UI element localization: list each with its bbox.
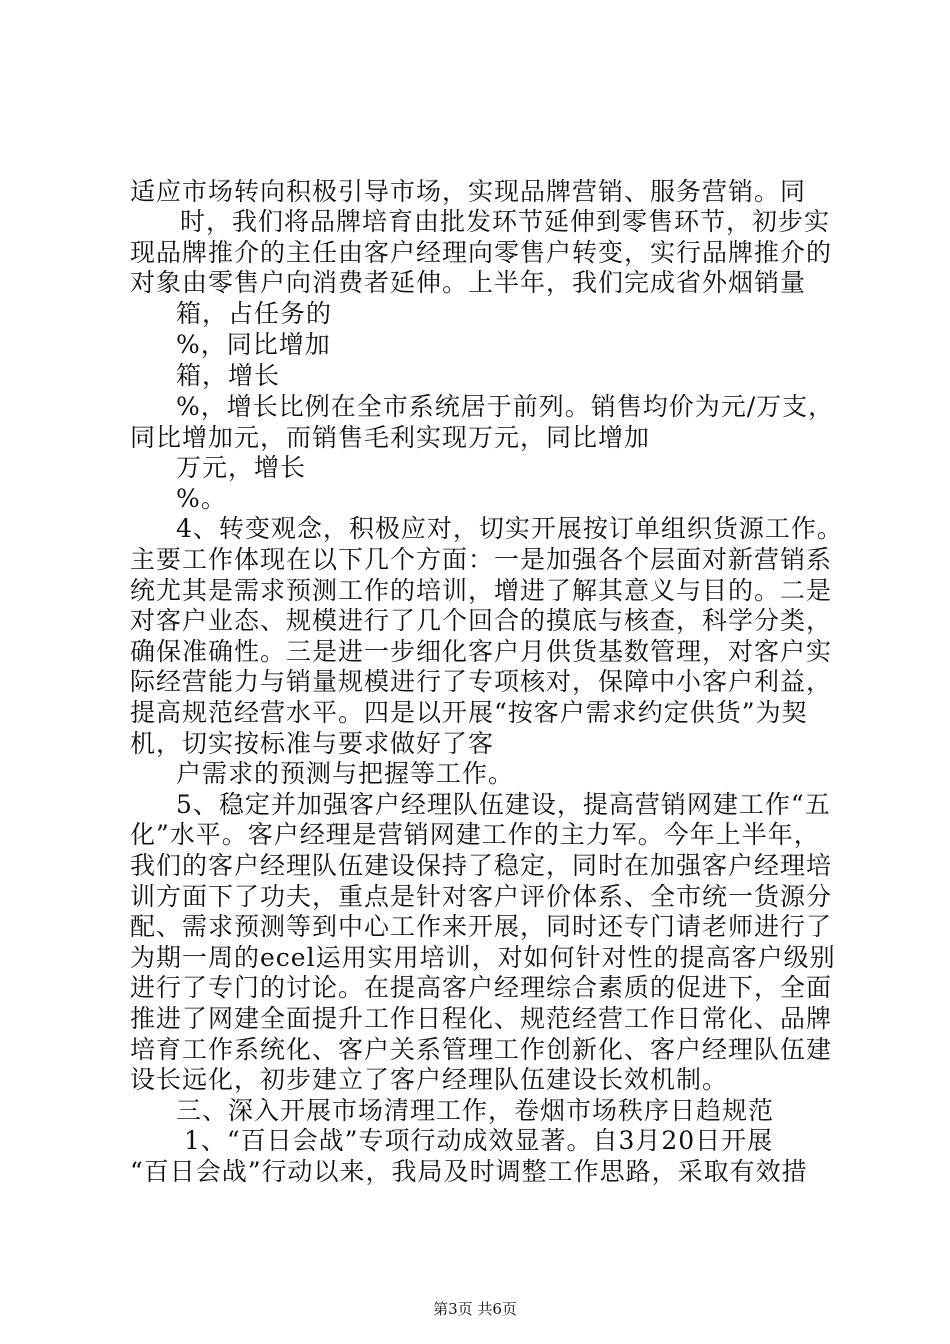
body-line-29: 培育工作系统化、客户关系管理工作创新化、客户经理队伍建 xyxy=(130,1035,833,1064)
body-line-24: 训方面下了功夫，重点是针对客户评价体系、全市统一货源分 xyxy=(130,882,833,911)
body-line-30: 设长远化，初步建立了客户经理队伍建设长效机制。 xyxy=(130,1065,729,1094)
body-line-3: 现品牌推介的主任由客户经理向零售户转变，实行品牌推介的 xyxy=(130,238,833,267)
body-line-12: 4、转变观念，积极应对，切实开展按订单组织货源工作。 xyxy=(176,514,843,543)
body-line-4: 对象由零售户向消费者延伸。上半年，我们完成省外烟销量 xyxy=(130,268,807,297)
body-line-19: 机，切实按标准与要求做好了客 xyxy=(130,729,495,758)
body-line-18: 提高规范经营水平。四是以开展“按客户需求约定供货”为契 xyxy=(130,698,808,727)
body-line-32: 1、“百日会战”专项行动成效显著。自3月20日开展 xyxy=(184,1126,774,1155)
body-line-22: 化”水平。客户经理是营销网建工作的主力军。今年上半年， xyxy=(130,820,820,849)
body-line-28: 推进了网建全面提升工作日程化、规范经营工作日常化、品牌 xyxy=(130,1004,833,1033)
body-line-33: “百日会战”行动以来，我局及时调整工作思路，采取有效措 xyxy=(130,1157,808,1186)
body-line-25: 配、需求预测等到中心工作来开展，同时还专门请老师进行了 xyxy=(130,912,833,941)
body-line-23: 我们的客户经理队伍建设保持了稳定，同时在加强客户经理培 xyxy=(130,851,833,880)
body-line-13: 主要工作体现在以下几个方面：一是加强各个层面对新营销系 xyxy=(130,545,833,574)
body-line-10: 万元，增长 xyxy=(176,453,307,482)
body-line-8: %，增长比例在全市系统居于前列。销售均价为元/万支， xyxy=(176,392,835,421)
body-line-17: 际经营能力与销量规模进行了专项核对，保障中小客户利益， xyxy=(130,667,833,696)
body-line-5: 箱，占任务的 xyxy=(176,299,333,328)
body-line-9: 同比增加元，而销售毛利实现万元，同比增加 xyxy=(130,423,651,452)
body-line-15: 对客户业态、规模进行了几个回合的摸底与核查，科学分类， xyxy=(130,606,833,635)
section-heading: 三、深入开展市场清理工作，卷烟市场秩序日趋规范 xyxy=(176,1096,775,1125)
body-line-1: 适应市场转向积极引导市场，实现品牌营销、服务营销。同 xyxy=(130,177,807,206)
body-line-21: 5、稳定并加强客户经理队伍建设，提高营销网建工作“五 xyxy=(176,790,831,819)
body-line-2: 时，我们将品牌培育由批发环节延伸到零售环节，初步实 xyxy=(180,207,831,236)
page-number-footer: 第3页 共6页 xyxy=(433,1300,517,1318)
body-line-27: 进行了专门的讨论。在提高客户经理综合素质的促进下，全面 xyxy=(130,973,833,1002)
body-line-20: 户需求的预测与把握等工作。 xyxy=(176,759,515,788)
body-line-11: %。 xyxy=(176,484,227,513)
body-line-16: 确保准确性。三是进一步细化客户月供货基数管理，对客户实 xyxy=(130,637,833,666)
body-line-6: %，同比增加 xyxy=(176,330,331,359)
body-line-7: 箱，增长 xyxy=(176,361,281,390)
body-line-26: 为期一周的ecel运用实用培训，对如何针对性的提高客户级别 xyxy=(130,943,836,972)
body-line-14: 统尤其是需求预测工作的培训，增进了解其意义与目的。二是 xyxy=(130,576,833,605)
